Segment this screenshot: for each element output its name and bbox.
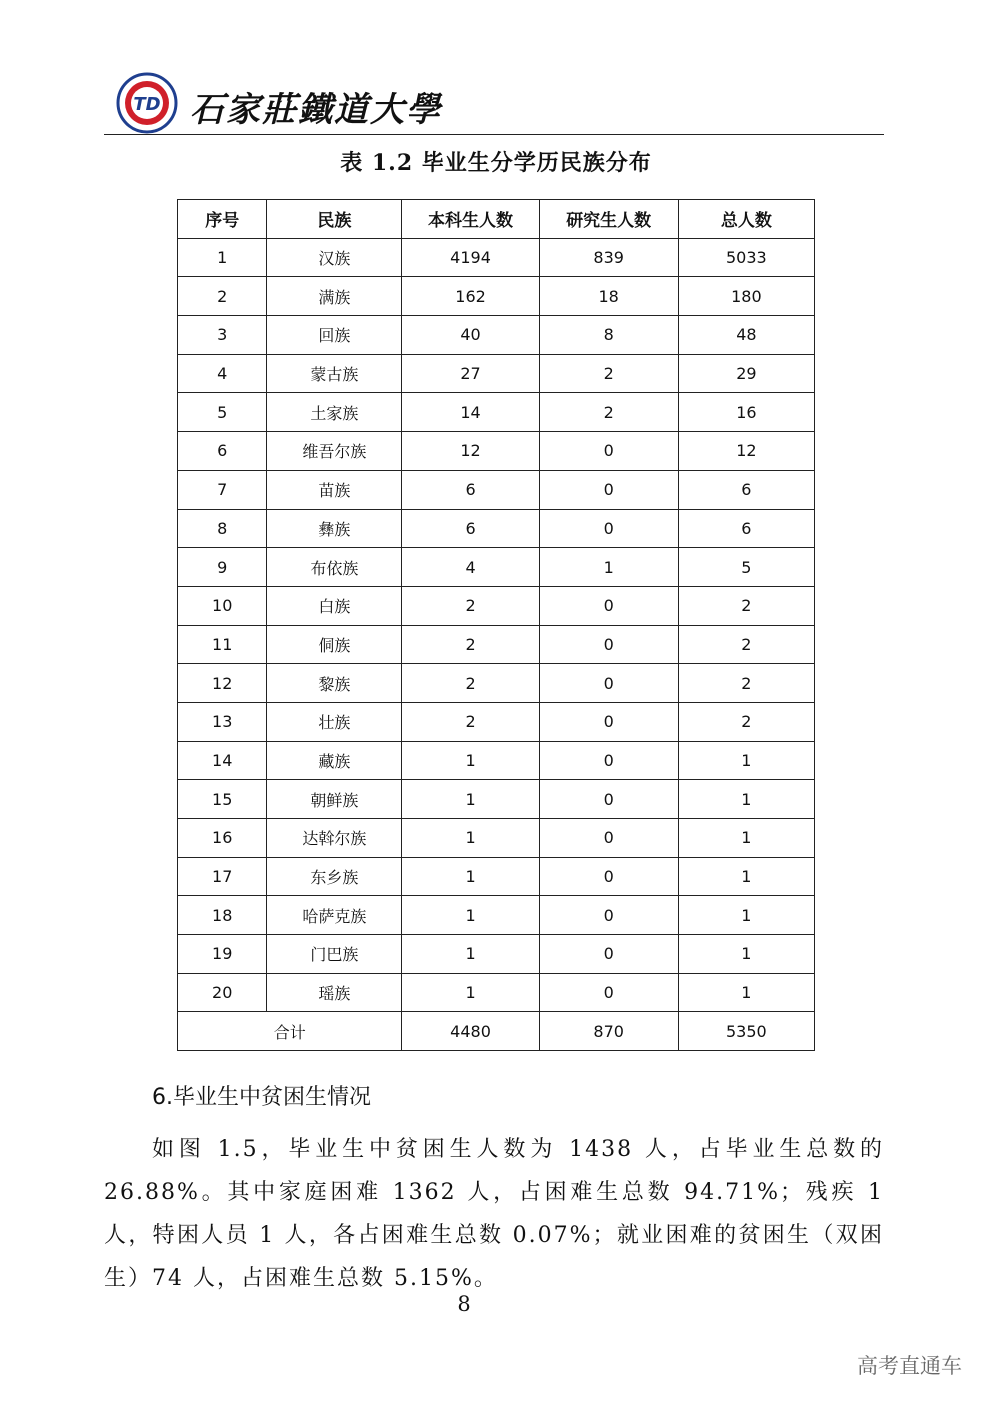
section-heading: 6.毕业生中贫困生情况: [152, 1085, 371, 1110]
table-cell: 黎族: [267, 664, 402, 703]
university-logo-icon: [116, 72, 178, 134]
table-cell: 0: [539, 664, 678, 703]
table-cell: 土家族: [267, 393, 402, 432]
table-cell: 0: [539, 741, 678, 780]
table-cell: 0: [539, 509, 678, 548]
table-cell: 苗族: [267, 470, 402, 509]
table-cell: 门巴族: [267, 935, 402, 974]
table-cell: 3: [178, 316, 267, 355]
table-cell: 13: [178, 702, 267, 741]
total-all: 5350: [678, 1012, 814, 1051]
table-cell: 11: [178, 625, 267, 664]
table-cell: 0: [539, 935, 678, 974]
table-cell: 19: [178, 935, 267, 974]
table-row: [178, 857, 815, 896]
table-row: [178, 509, 815, 548]
svg-text:TD: TD: [133, 94, 161, 115]
table-cell: 6: [402, 470, 539, 509]
table-cell: 藏族: [267, 741, 402, 780]
table-cell: 1: [178, 238, 267, 277]
table-cell: 0: [539, 702, 678, 741]
table-cell: 27: [402, 354, 539, 393]
column-header: 本科生人数: [402, 200, 539, 239]
table-cell: 0: [539, 857, 678, 896]
table-cell: 14: [402, 393, 539, 432]
table-cell: 839: [539, 238, 678, 277]
table-cell: 18: [539, 277, 678, 316]
watermark: 高考直通车: [857, 1354, 962, 1378]
table-cell: 0: [539, 586, 678, 625]
table-row: [178, 316, 815, 355]
table-cell: 0: [539, 896, 678, 935]
body-paragraph: 如图 1.5，毕业生中贫困生人数为 1438 人，占毕业生总数的 26.88%。其中家庭困难 1362 人，占困难生总数 94.71%；残疾 1 人，特困人员 1 人，各占困难生总数 0.07%；就业困难的贫困生（双困生）74 人，占困难生总数 5.15%。: [104, 1137, 884, 1291]
table-cell: 6: [178, 432, 267, 471]
column-header: 序号: [178, 200, 267, 239]
table-cell: 9: [178, 548, 267, 587]
table-row: [178, 664, 815, 703]
table-cell: 16: [178, 819, 267, 858]
table-row: [178, 470, 815, 509]
page-header: [104, 68, 884, 135]
table-row: [178, 780, 815, 819]
table-cell: 0: [539, 470, 678, 509]
table-cell: 2: [678, 625, 814, 664]
table-cell: 壮族: [267, 702, 402, 741]
table-row: [178, 819, 815, 858]
table-cell: 48: [678, 316, 814, 355]
table-row: [178, 393, 815, 432]
table-cell: 0: [539, 973, 678, 1012]
table-cell: 180: [678, 277, 814, 316]
table-cell: 哈萨克族: [267, 896, 402, 935]
table-cell: 布依族: [267, 548, 402, 587]
table-cell: 20: [178, 973, 267, 1012]
table-cell: 1: [402, 896, 539, 935]
table-row: [178, 548, 815, 587]
table-cell: 6: [678, 509, 814, 548]
total-label: 合计: [178, 1012, 402, 1051]
table-cell: 1: [678, 857, 814, 896]
table-row: [178, 702, 815, 741]
table-cell: 17: [178, 857, 267, 896]
total-grad: 870: [539, 1012, 678, 1051]
table-cell: 5: [678, 548, 814, 587]
table-row: [178, 277, 815, 316]
table-cell: 白族: [267, 586, 402, 625]
table-cell: 1: [402, 819, 539, 858]
table-cell: 15: [178, 780, 267, 819]
column-header: 研究生人数: [539, 200, 678, 239]
table-cell: 0: [539, 819, 678, 858]
table-cell: 1: [402, 741, 539, 780]
table-cell: 6: [402, 509, 539, 548]
table-cell: 维吾尔族: [267, 432, 402, 471]
table-cell: 10: [178, 586, 267, 625]
table-cell: 瑶族: [267, 973, 402, 1012]
table-cell: 8: [178, 509, 267, 548]
table-cell: 12: [402, 432, 539, 471]
table-cell: 4194: [402, 238, 539, 277]
column-header: 总人数: [678, 200, 814, 239]
table-cell: 达斡尔族: [267, 819, 402, 858]
table-cell: 0: [539, 625, 678, 664]
table-cell: 2: [402, 702, 539, 741]
table-cell: 12: [178, 664, 267, 703]
table-header-row: [178, 200, 815, 239]
total-undergrad: 4480: [402, 1012, 539, 1051]
table-cell: 侗族: [267, 625, 402, 664]
table-cell: 回族: [267, 316, 402, 355]
table-cell: 7: [178, 470, 267, 509]
table-row: [178, 973, 815, 1012]
table-cell: 162: [402, 277, 539, 316]
table-cell: 12: [678, 432, 814, 471]
table-row: [178, 432, 815, 471]
table-cell: 5033: [678, 238, 814, 277]
table-cell: 2: [178, 277, 267, 316]
table-cell: 2: [678, 664, 814, 703]
table-row: [178, 935, 815, 974]
table-row: [178, 354, 815, 393]
table-cell: 8: [539, 316, 678, 355]
table-cell: 2: [539, 354, 678, 393]
table-cell: 满族: [267, 277, 402, 316]
table-cell: 2: [402, 586, 539, 625]
table-cell: 朝鲜族: [267, 780, 402, 819]
table-cell: 14: [178, 741, 267, 780]
table-cell: 蒙古族: [267, 354, 402, 393]
table-cell: 1: [402, 935, 539, 974]
table-cell: 1: [402, 780, 539, 819]
table-cell: 1: [678, 819, 814, 858]
table-cell: 29: [678, 354, 814, 393]
ethnicity-table: [177, 199, 815, 1051]
table-cell: 汉族: [267, 238, 402, 277]
table-cell: 1: [402, 857, 539, 896]
column-header: 民族: [267, 200, 402, 239]
table-cell: 1: [678, 935, 814, 974]
table-row: [178, 896, 815, 935]
table-cell: 1: [402, 973, 539, 1012]
table-cell: 5: [178, 393, 267, 432]
table-total-row: [178, 1012, 815, 1051]
table-cell: 40: [402, 316, 539, 355]
table-cell: 0: [539, 432, 678, 471]
table-row: [178, 586, 815, 625]
table-title: 表 1.2 毕业生分学历民族分布: [340, 150, 652, 176]
table-cell: 1: [678, 896, 814, 935]
table-cell: 2: [402, 664, 539, 703]
table-cell: 6: [678, 470, 814, 509]
table-cell: 1: [539, 548, 678, 587]
table-cell: 2: [678, 586, 814, 625]
table-cell: 2: [402, 625, 539, 664]
table-row: [178, 238, 815, 277]
table-row: [178, 625, 815, 664]
table-cell: 2: [678, 702, 814, 741]
table-cell: 东乡族: [267, 857, 402, 896]
university-name: 石家莊鐵道大學: [190, 90, 442, 130]
table-cell: 彝族: [267, 509, 402, 548]
table-cell: 2: [539, 393, 678, 432]
table-row: [178, 741, 815, 780]
table-cell: 1: [678, 780, 814, 819]
table-cell: 4: [402, 548, 539, 587]
table-cell: 1: [678, 741, 814, 780]
table-cell: 4: [178, 354, 267, 393]
table-cell: 0: [539, 780, 678, 819]
page-number: 8: [457, 1292, 471, 1316]
table-cell: 18: [178, 896, 267, 935]
table-cell: 1: [678, 973, 814, 1012]
table-cell: 16: [678, 393, 814, 432]
